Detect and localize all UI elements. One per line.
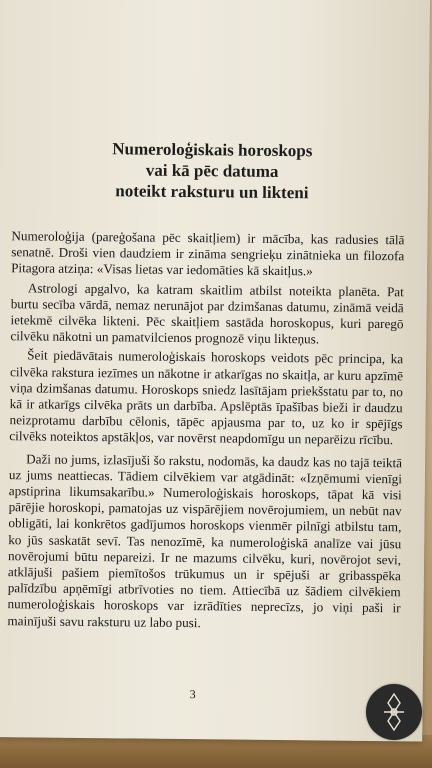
heading-line-1: Numeroloģiskais horoskops [112, 139, 313, 161]
heading-line-2: vai kā pēc datuma [145, 160, 279, 181]
paragraph: Numeroloģija (pareģošana pēc skaitļiem) ir mācība, kas radusies tālā senatnē. Droši vien daudziem ir zināma sengrieķu zinātnieka un filozofa Pitagora atziņa: «Visas lietas var iedomāties kā skaitļus.» [11, 228, 405, 279]
chapter-heading [62, 138, 363, 204]
heading-line-3: noteikt raksturu un likteni [115, 181, 309, 203]
watermark-logo-icon [366, 684, 422, 740]
paragraph: Šeit piedāvātais numeroloģiskais horoskops veidots pēc principa, ka cilvēka rakstura iezīmes un nākotne ir atkarīgas no skaitļa, ar kuru apzīmē viņa dzimšanas datumu. Horoskops sniedz lasītājam priekšstatu par to, no kā ir atkarīgs cilvēka prāts un darbība. Apslēptās īpašības bieži ir daudzu neizprotamu darbību cēlonis, tāpēc apjausma par to, uz ko ir spējīgs cilvēks noteiktos apstākļos, var novērst neapdomīgu un neparēizu rīcību. [9, 347, 404, 448]
paragraph: Daži no jums, izlasījuši šo rakstu, nodomās, ka daudz kas no tajā teiktā uz jums neattiecas. Tādiem cilvēkiem var atgādināt: «Izņēmumi vienīgi apstiprina likumsakarību.» Numeroloģiskais horoskops, tāpat kā visi pārējie horoskopi, pamatojas uz vispārējiem novērojumiem, un nebūt nav obligāti, lai konkrētos gadījumos horoskops vienmēr pilnīgi atbilstu tam, ko jūs saskatāt sevī. Tas nenozīmē, ka numeroloģiskā analīze vai jūsu novērojumi būtu nepareizi. Ir ne mazums cilvēku, kuri, novērojot sevi, atklājuši pašiem piemītošos trūkumus un ir spējuši ar gribasspēka palīdzību apņēmīgi atbrīvoties no tiem. Attiecībā uz šādiem cilvēkiem numeroloģiskais horoskops var izrādīties neprecīzs, jo viņi paši ir mainījuši savu raksturu uz labo pusi. [7, 451, 403, 630]
paragraph: Astrologi apgalvo, ka katram skaitlim atbilst noteikta planēta. Pat burtu secība vārdā, nemaz nerunājot par dzimšanas datumu, zināmā veidā ietekmē cilvēka likteni. Pēc skaitļiem sastāda horoskopus, kuri paregō cilvēku nākotni un pamatvilcienos prognozē viņu likteņus. [10, 279, 404, 347]
body-text [7, 228, 404, 636]
page-number: 3 [189, 687, 196, 702]
